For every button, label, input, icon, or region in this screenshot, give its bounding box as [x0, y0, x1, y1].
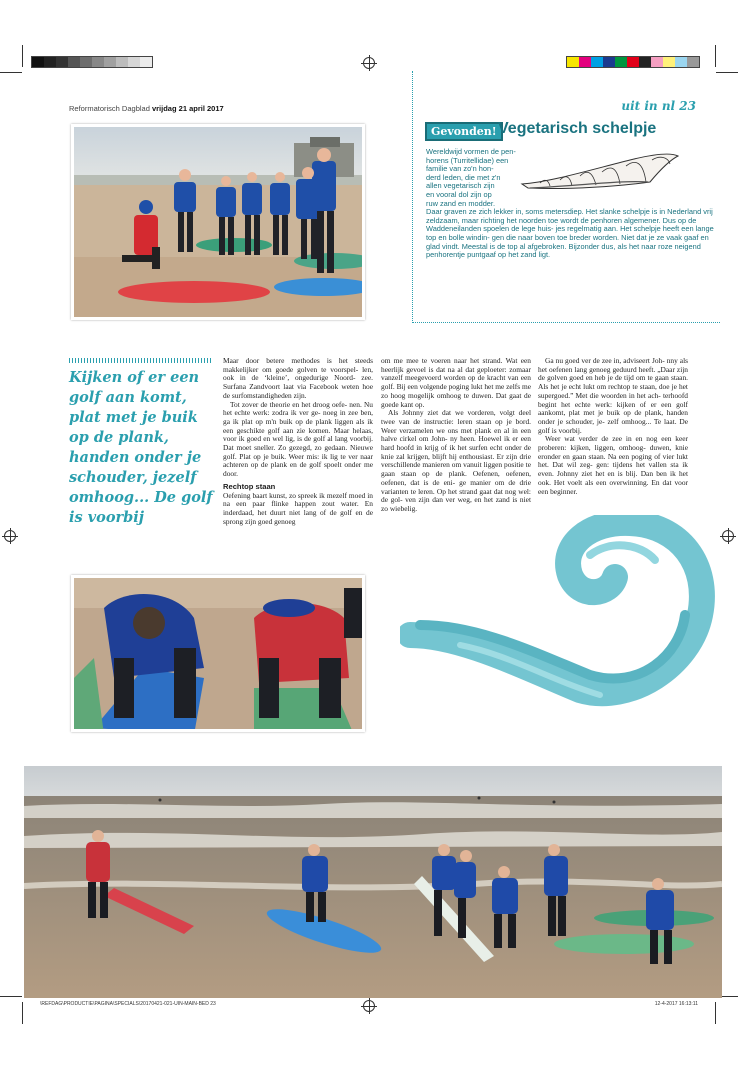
- gray-swatch: [44, 57, 56, 67]
- article-paragraph: Oefening baart kunst, zo spreek ik mezelf moed in na een paar flinke happen zout water. En inderdaad, het duurt niet lang of de golf en de sprong zijn goed genoeg: [223, 490, 373, 526]
- section-name: uit in nl: [621, 99, 676, 113]
- sidebox-intro: [426, 148, 521, 208]
- article-paragraph: Tot zover de theorie en het droog oefe- nen. Nu het echte werk: zodra ik ver ge- noeg in zee ben, ga ik plat op m'n buik op de plank liggen als ik een geschikte golf aan zie komen. Maar helaas, voor ik goed en wel lig, is de golf al lang voorbij. Dat moet sneller. Zo gezegd, zo gedaan. Nieuwe golf. Plat op je buik. Weer mis: ik lig te ver naar achteren op de plank en de golf spoelt onder me door.: [223, 399, 373, 479]
- sidebox-text: [426, 148, 716, 260]
- sidebox-intro-line: Wereldwijd vormen de pen-: [426, 147, 516, 156]
- registration-mark-top: [363, 57, 375, 69]
- gray-swatch: [128, 57, 140, 67]
- article-paragraph: Maar door betere methodes is het steeds makkelijker om goede golven te voorspel- len, ook in de ‘kleine’, ongedurige Noord- zee. Surfana Zandvoort laat via Facebook weten hoe de surfomstandigheden zijn.: [223, 356, 373, 400]
- color-swatch: [591, 57, 603, 67]
- photo-surf-instruction-beach: [71, 124, 365, 320]
- sidebox-intro-line: horens (Turritellidae) een: [426, 155, 509, 165]
- publication-date: vrijdag 21 april 2017: [151, 104, 224, 113]
- wave-brush-illustration: [400, 515, 720, 710]
- gray-swatch: [56, 57, 68, 67]
- color-swatch: [639, 57, 651, 67]
- color-swatch: [627, 57, 639, 67]
- article-column-2: [381, 357, 531, 514]
- color-swatch: [579, 57, 591, 67]
- footer-slug-path: \REFDAG\PRODUCTIE\PAGINA\SPECIALS\20170421-021-UIN-MAIN-BED 23: [40, 1001, 216, 1007]
- color-swatch: [615, 57, 627, 67]
- grayscale-bar: [31, 56, 153, 68]
- gray-swatch: [104, 57, 116, 67]
- gray-swatch: [116, 57, 128, 67]
- sidebox-intro-line: derd leden, die met z'n: [426, 172, 501, 182]
- article-paragraph: Weer wat verder de zee in en nog een keer proberen: kijken, liggen, omhoog- duwen, knie eronder en gaan staan. Na een poging of vier lukt het. Dat wil zeg- gen: tijdens het vallen sta ik even. Johnny ziet het en is blij. Dan ben ik het ook. Het voelt als een overwinning. En dat voor een beginner.: [538, 434, 688, 496]
- color-swatch: [687, 57, 699, 67]
- registration-mark-bottom: [363, 1000, 375, 1012]
- gray-swatch: [140, 57, 152, 67]
- gray-swatch: [68, 57, 80, 67]
- pullquote-rule: [69, 358, 213, 363]
- gray-swatch: [32, 57, 44, 67]
- sidebox-intro-line: en vooral dol zijn op: [426, 189, 492, 199]
- sidebox-intro-line: familie van zo'n hon-: [426, 164, 494, 174]
- article-paragraph: Ga nu goed ver de zee in, adviseert Joh- nny als het oefenen lang genoeg geduurd heeft. „Daar zijn de golven goed en heb je de tijd om te gaan staan. Als het je echt lukt om rechtop te staan, doe je het supergoed.” Met die woorden in het ach- terhoofd begint het echte werk: kijken of er een golf aankomt, plat met je buik op de plank, handen onder je schouder, je- zelf omhoog... Te laat. De golf is voorbij.: [538, 356, 688, 435]
- page-number: 23: [679, 99, 696, 113]
- sidebox-intro-line: allen vegetarisch zijn: [426, 181, 495, 191]
- registration-mark-right: [722, 530, 734, 542]
- registration-mark-left: [4, 530, 16, 542]
- sidebox-title: Vegetarisch schelpje: [498, 120, 657, 137]
- color-bar: [566, 56, 700, 68]
- sidebox-body: Daar graven ze zich lekker in, soms metersdiep. Het slanke schelpje is in Nederland vrij zeldzaam, maar richting het noorden toe wordt de penhoren algemener. Dus op de Waddeneilanden spoelen de lege huis- jes regelmatig aan. Het schelpje heeft een lange top en bolle windin- gen die naar boven toe breder worden. Niet dat je ze vaak gaaf en glad vindt. Meestal is de top al afgebroken. Bijzonder dus, als het naar roze neigend penhorentje puntgaaf op het zand ligt.: [426, 207, 714, 260]
- article-column-3: [538, 357, 688, 496]
- article-paragraph: om me mee te voeren naar het strand. Wat een heerlijk gevoel is dat na al dat geploeter: zomaar vanzelf meegevoerd worden op de kracht van een golf. Bij een volgende poging lukt het me zelfs me zo hoog mogelijk omhoog te duwen. Dat gaat de goede kant op.: [381, 356, 531, 409]
- gray-swatch: [80, 57, 92, 67]
- color-swatch: [603, 57, 615, 67]
- page-header: [69, 104, 224, 113]
- gray-swatch: [92, 57, 104, 67]
- photo-practice-on-boards: [71, 575, 365, 732]
- sidebox-intro-line: ruw zand en modder.: [426, 198, 496, 208]
- color-swatch: [663, 57, 675, 67]
- found-badge: Gevonden!: [425, 122, 503, 141]
- article-column-1: [223, 357, 373, 526]
- color-swatch: [651, 57, 663, 67]
- color-swatch: [675, 57, 687, 67]
- article-paragraph: Als Johnny ziet dat we vorderen, volgt deel twee van de instructie: leren staan op je bord. Weer verzamelen we ons met plank en al in een halve cirkel om John- ny heen. Hoewel ik er een hard hoofd in krijg of ik het surfen echt onder de knie zal krijgen, blijft hij enthousiast. Er zijn drie verschillende manieren om vanuit liggen positie te gaan staan op de plank. Oefenen, oefenen, oefenen, dat is de eni- ge manier om de drie varianten te leren. Op het strand gaat dat nog wel: de gol- ven zijn dan ver weg, en het zand is niet zo wiebelig.: [381, 408, 531, 513]
- subheading-rechtop-staan: Rechtop staan: [223, 481, 276, 491]
- footer-timestamp: 12-4-2017 16:13:11: [654, 1001, 698, 1007]
- publication-name: Reformatorisch Dagblad: [69, 104, 150, 113]
- pullquote: Kijken of er een golf aan komt, plat met je buik op de plank, handen onder je schouder, jezelf omhoog... De golf is voorbij: [69, 369, 213, 526]
- color-swatch: [567, 57, 579, 67]
- photo-surfers-in-sea: [24, 766, 722, 998]
